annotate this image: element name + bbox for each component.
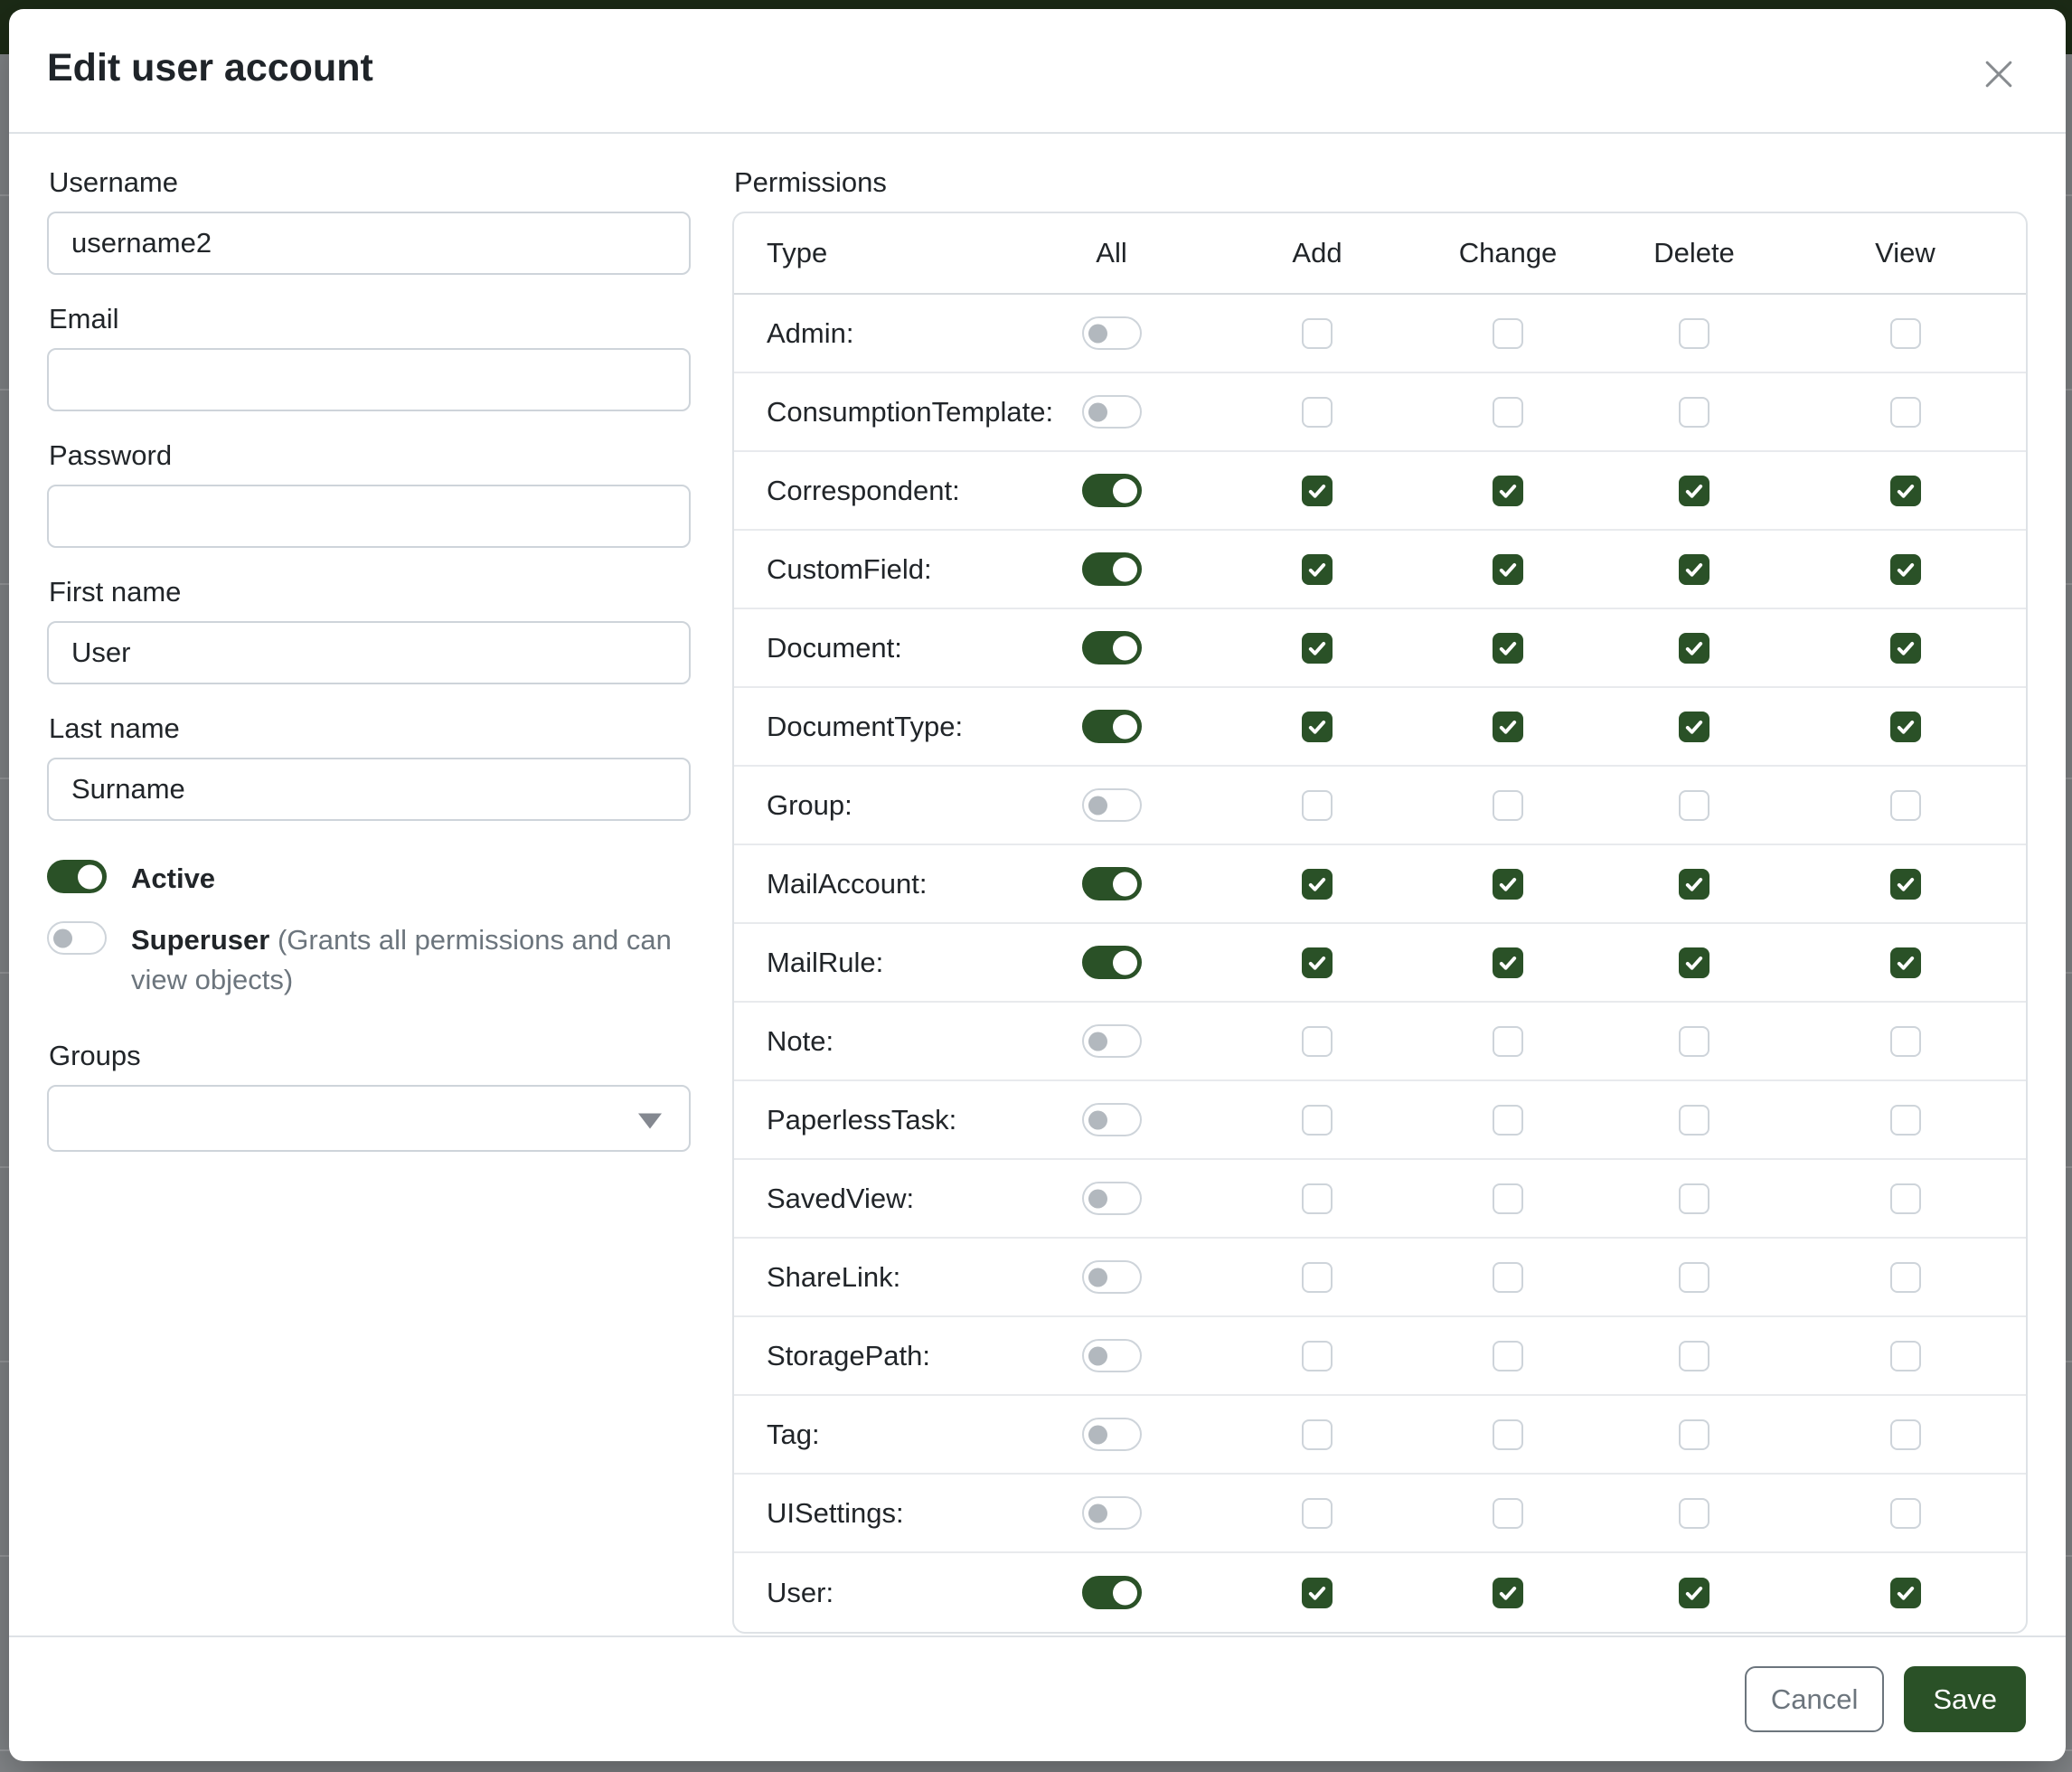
permission-type-label: ConsumptionTemplate: <box>767 395 1054 428</box>
permission-type-label: MailAccount: <box>767 867 928 900</box>
toggle-knob <box>78 864 102 889</box>
first-name-field[interactable] <box>47 621 691 684</box>
permission-add-checkbox[interactable] <box>1302 712 1333 742</box>
password-field[interactable] <box>47 485 691 548</box>
check-icon <box>1895 952 1917 974</box>
check-icon <box>1497 480 1519 502</box>
column-header-add: Add <box>1292 237 1342 269</box>
permission-add-checkbox[interactable] <box>1302 1105 1333 1136</box>
toggle-knob <box>1088 324 1107 343</box>
permission-type-label: UISettings: <box>767 1496 904 1529</box>
permission-view-checkbox[interactable] <box>1890 712 1921 742</box>
groups-select[interactable] <box>47 1085 691 1152</box>
toggle-knob <box>1088 1503 1107 1522</box>
permission-change-checkbox[interactable] <box>1493 947 1523 978</box>
permission-change-checkbox[interactable] <box>1493 1341 1523 1371</box>
email-group <box>47 303 691 411</box>
permission-change-checkbox[interactable] <box>1493 1026 1523 1057</box>
last-name-field[interactable] <box>47 758 691 821</box>
permission-view-checkbox[interactable] <box>1890 397 1921 428</box>
permission-delete-checkbox[interactable] <box>1679 397 1709 428</box>
permission-all-toggle[interactable] <box>1082 1576 1142 1609</box>
permission-all-toggle[interactable] <box>1082 788 1142 822</box>
check-icon <box>1497 637 1519 659</box>
permission-view-checkbox[interactable] <box>1890 1026 1921 1057</box>
active-label: Active <box>131 862 216 894</box>
column-header-type: Type <box>767 237 828 269</box>
save-button[interactable]: Save <box>1904 1666 2026 1732</box>
permission-add-checkbox[interactable] <box>1302 476 1333 506</box>
superuser-toggle[interactable] <box>47 921 107 955</box>
username-input[interactable] <box>47 212 691 275</box>
check-icon <box>1306 716 1328 738</box>
last-name-label: Last name <box>49 712 180 744</box>
permission-view-checkbox[interactable] <box>1890 633 1921 664</box>
check-icon <box>1895 559 1917 580</box>
check-icon <box>1306 952 1328 974</box>
toggle-knob <box>1088 1032 1107 1051</box>
close-button[interactable] <box>1972 47 2026 101</box>
permission-row <box>734 609 2026 688</box>
permission-delete-checkbox[interactable] <box>1679 1498 1709 1529</box>
permissions-table <box>732 212 2028 1634</box>
check-icon <box>1497 952 1519 974</box>
permission-row <box>734 1081 2026 1160</box>
permission-row <box>734 1475 2026 1553</box>
permission-type-label: MailRule: <box>767 946 884 978</box>
permission-view-checkbox[interactable] <box>1890 790 1921 821</box>
permission-add-checkbox[interactable] <box>1302 554 1333 585</box>
permission-view-checkbox[interactable] <box>1890 947 1921 978</box>
permission-row <box>734 452 2026 531</box>
toggle-knob <box>1113 557 1137 581</box>
permission-all-toggle[interactable] <box>1082 1182 1142 1215</box>
permission-delete-checkbox[interactable] <box>1679 1262 1709 1293</box>
permission-add-checkbox[interactable] <box>1302 397 1333 428</box>
permission-view-checkbox[interactable] <box>1890 1105 1921 1136</box>
permissions-table-header <box>734 213 2026 295</box>
permission-change-checkbox[interactable] <box>1493 1419 1523 1450</box>
permission-all-toggle[interactable] <box>1082 867 1142 900</box>
column-header-change: Change <box>1458 237 1558 269</box>
edit-user-modal <box>9 9 2066 1761</box>
toggle-knob <box>1113 478 1137 503</box>
first-name-group <box>47 576 691 684</box>
modal-footer <box>9 1635 2066 1761</box>
permission-type-label: Note: <box>767 1024 834 1057</box>
permission-type-label: StoragePath: <box>767 1339 930 1371</box>
column-header-all: All <box>1096 237 1127 269</box>
permission-delete-checkbox[interactable] <box>1679 1026 1709 1057</box>
superuser-label: Superuser (Grants all permissions and can view objects) <box>131 924 672 996</box>
username-label: Username <box>49 166 178 198</box>
permission-add-checkbox[interactable] <box>1302 1419 1333 1450</box>
permission-row <box>734 1553 2026 1632</box>
permission-view-checkbox[interactable] <box>1890 1341 1921 1371</box>
permission-view-checkbox[interactable] <box>1890 318 1921 349</box>
check-icon <box>1497 873 1519 895</box>
permission-all-toggle[interactable] <box>1082 316 1142 350</box>
permission-all-toggle[interactable] <box>1082 1418 1142 1451</box>
permission-delete-checkbox[interactable] <box>1679 1419 1709 1450</box>
permission-all-toggle[interactable] <box>1082 631 1142 664</box>
permission-change-checkbox[interactable] <box>1493 869 1523 900</box>
permission-all-toggle[interactable] <box>1082 946 1142 979</box>
toggle-knob <box>1113 714 1137 739</box>
toggle-knob <box>53 928 72 947</box>
permission-delete-checkbox[interactable] <box>1679 1183 1709 1214</box>
permissions-section <box>732 166 2028 1635</box>
permission-add-checkbox[interactable] <box>1302 947 1333 978</box>
toggle-knob <box>1113 872 1137 896</box>
email-field[interactable] <box>47 348 691 411</box>
permission-type-label: SavedView: <box>767 1182 915 1214</box>
permission-add-checkbox[interactable] <box>1302 633 1333 664</box>
email-label: Email <box>49 303 119 335</box>
permission-view-checkbox[interactable] <box>1890 1262 1921 1293</box>
permission-type-label: DocumentType: <box>767 710 964 742</box>
permission-add-checkbox[interactable] <box>1302 318 1333 349</box>
permission-add-checkbox[interactable] <box>1302 1498 1333 1529</box>
permission-type-label: Correspondent: <box>767 474 960 506</box>
cancel-button[interactable]: Cancel <box>1745 1666 1885 1732</box>
permission-add-checkbox[interactable] <box>1302 1578 1333 1608</box>
permission-all-toggle[interactable] <box>1082 1103 1142 1136</box>
permission-all-toggle[interactable] <box>1082 1496 1142 1530</box>
toggle-knob <box>1088 1110 1107 1129</box>
active-row <box>47 859 691 899</box>
check-icon <box>1683 873 1705 895</box>
check-icon <box>1497 716 1519 738</box>
user-form <box>47 166 691 1635</box>
permission-delete-checkbox[interactable] <box>1679 869 1709 900</box>
check-icon <box>1683 637 1705 659</box>
permission-all-toggle[interactable] <box>1082 1024 1142 1058</box>
permission-change-checkbox[interactable] <box>1493 1578 1523 1608</box>
toggle-knob <box>1113 636 1137 660</box>
permission-add-checkbox[interactable] <box>1302 1262 1333 1293</box>
permissions-table-body <box>734 295 2026 1632</box>
toggle-knob <box>1088 402 1107 421</box>
permission-type-label: ShareLink: <box>767 1260 901 1293</box>
password-group <box>47 439 691 548</box>
permission-row <box>734 767 2026 845</box>
permission-change-checkbox[interactable] <box>1493 712 1523 742</box>
permission-delete-checkbox[interactable] <box>1679 1341 1709 1371</box>
permission-delete-checkbox[interactable] <box>1679 947 1709 978</box>
permission-change-checkbox[interactable] <box>1493 397 1523 428</box>
permission-add-checkbox[interactable] <box>1302 869 1333 900</box>
permission-add-checkbox[interactable] <box>1302 1026 1333 1057</box>
permission-delete-checkbox[interactable] <box>1679 1578 1709 1608</box>
check-icon <box>1306 559 1328 580</box>
toggle-knob <box>1088 1346 1107 1365</box>
permission-add-checkbox[interactable] <box>1302 790 1333 821</box>
toggle-knob <box>1088 1425 1107 1444</box>
permission-row <box>734 1239 2026 1317</box>
check-icon <box>1497 559 1519 580</box>
permission-all-toggle[interactable] <box>1082 395 1142 429</box>
permission-row <box>734 1160 2026 1239</box>
permission-row <box>734 1317 2026 1396</box>
chevron-down-icon <box>638 1114 662 1129</box>
modal-title: Edit user account <box>47 46 373 90</box>
permission-view-checkbox[interactable] <box>1890 554 1921 585</box>
permissions-label: Permissions <box>734 166 887 198</box>
active-toggle[interactable] <box>47 860 107 893</box>
check-icon <box>1306 873 1328 895</box>
permission-all-toggle[interactable] <box>1082 1339 1142 1372</box>
permission-change-checkbox[interactable] <box>1493 318 1523 349</box>
permission-view-checkbox[interactable] <box>1890 1578 1921 1608</box>
check-icon <box>1683 559 1705 580</box>
column-header-view: View <box>1875 237 1935 269</box>
permission-type-label: CustomField: <box>767 552 932 585</box>
check-icon <box>1306 1582 1328 1604</box>
superuser-row <box>47 920 691 1000</box>
permission-change-checkbox[interactable] <box>1493 554 1523 585</box>
permission-view-checkbox[interactable] <box>1890 1419 1921 1450</box>
permission-change-checkbox[interactable] <box>1493 1105 1523 1136</box>
modal-header <box>9 9 2066 134</box>
permission-type-label: PaperlessTask: <box>767 1103 957 1136</box>
check-icon <box>1895 1582 1917 1604</box>
permission-row <box>734 1396 2026 1475</box>
column-header-delete: Delete <box>1653 237 1735 269</box>
check-icon <box>1683 1582 1705 1604</box>
close-icon <box>1979 54 2019 94</box>
check-icon <box>1683 480 1705 502</box>
permission-change-checkbox[interactable] <box>1493 790 1523 821</box>
last-name-group <box>47 712 691 821</box>
permission-row <box>734 531 2026 609</box>
permission-type-label: Admin: <box>767 316 854 349</box>
groups-label: Groups <box>49 1040 141 1072</box>
toggle-knob <box>1113 1580 1137 1605</box>
permission-row <box>734 924 2026 1003</box>
permission-row <box>734 295 2026 373</box>
superuser-hint: (Grants all permissions and can view objects) <box>131 924 672 996</box>
check-icon <box>1683 716 1705 738</box>
permission-all-toggle[interactable] <box>1082 474 1142 507</box>
permission-row <box>734 373 2026 452</box>
toggle-knob <box>1113 950 1137 975</box>
first-name-label: First name <box>49 576 182 608</box>
permission-change-checkbox[interactable] <box>1493 633 1523 664</box>
permission-delete-checkbox[interactable] <box>1679 712 1709 742</box>
permission-add-checkbox[interactable] <box>1302 1341 1333 1371</box>
permission-row <box>734 845 2026 924</box>
permission-row <box>734 688 2026 767</box>
check-icon <box>1683 952 1705 974</box>
check-icon <box>1497 1582 1519 1604</box>
permission-all-toggle[interactable] <box>1082 1260 1142 1294</box>
permission-delete-checkbox[interactable] <box>1679 318 1709 349</box>
check-icon <box>1306 637 1328 659</box>
toggle-knob <box>1088 796 1107 815</box>
permission-row <box>734 1003 2026 1081</box>
check-icon <box>1895 480 1917 502</box>
permission-all-toggle[interactable] <box>1082 552 1142 586</box>
toggle-knob <box>1088 1268 1107 1287</box>
permission-type-label: Document: <box>767 631 902 664</box>
permission-type-label: Tag: <box>767 1418 820 1450</box>
password-label: Password <box>49 439 173 471</box>
check-icon <box>1895 873 1917 895</box>
permission-type-label: User: <box>767 1576 834 1608</box>
permission-view-checkbox[interactable] <box>1890 1498 1921 1529</box>
permission-change-checkbox[interactable] <box>1493 1262 1523 1293</box>
check-icon <box>1306 480 1328 502</box>
toggle-knob <box>1088 1189 1107 1208</box>
permission-all-toggle[interactable] <box>1082 710 1142 743</box>
permission-change-checkbox[interactable] <box>1493 1498 1523 1529</box>
permission-delete-checkbox[interactable] <box>1679 476 1709 506</box>
check-icon <box>1895 716 1917 738</box>
permission-change-checkbox[interactable] <box>1493 476 1523 506</box>
permission-delete-checkbox[interactable] <box>1679 1105 1709 1136</box>
check-icon <box>1895 637 1917 659</box>
username-group <box>47 166 691 275</box>
permission-view-checkbox[interactable] <box>1890 476 1921 506</box>
permission-view-checkbox[interactable] <box>1890 869 1921 900</box>
groups-group <box>47 1040 691 1152</box>
permission-delete-checkbox[interactable] <box>1679 790 1709 821</box>
permission-view-checkbox[interactable] <box>1890 1183 1921 1214</box>
permission-type-label: Group: <box>767 788 852 821</box>
permission-add-checkbox[interactable] <box>1302 1183 1333 1214</box>
permission-delete-checkbox[interactable] <box>1679 554 1709 585</box>
permission-change-checkbox[interactable] <box>1493 1183 1523 1214</box>
modal-body <box>9 134 2066 1635</box>
permission-delete-checkbox[interactable] <box>1679 633 1709 664</box>
